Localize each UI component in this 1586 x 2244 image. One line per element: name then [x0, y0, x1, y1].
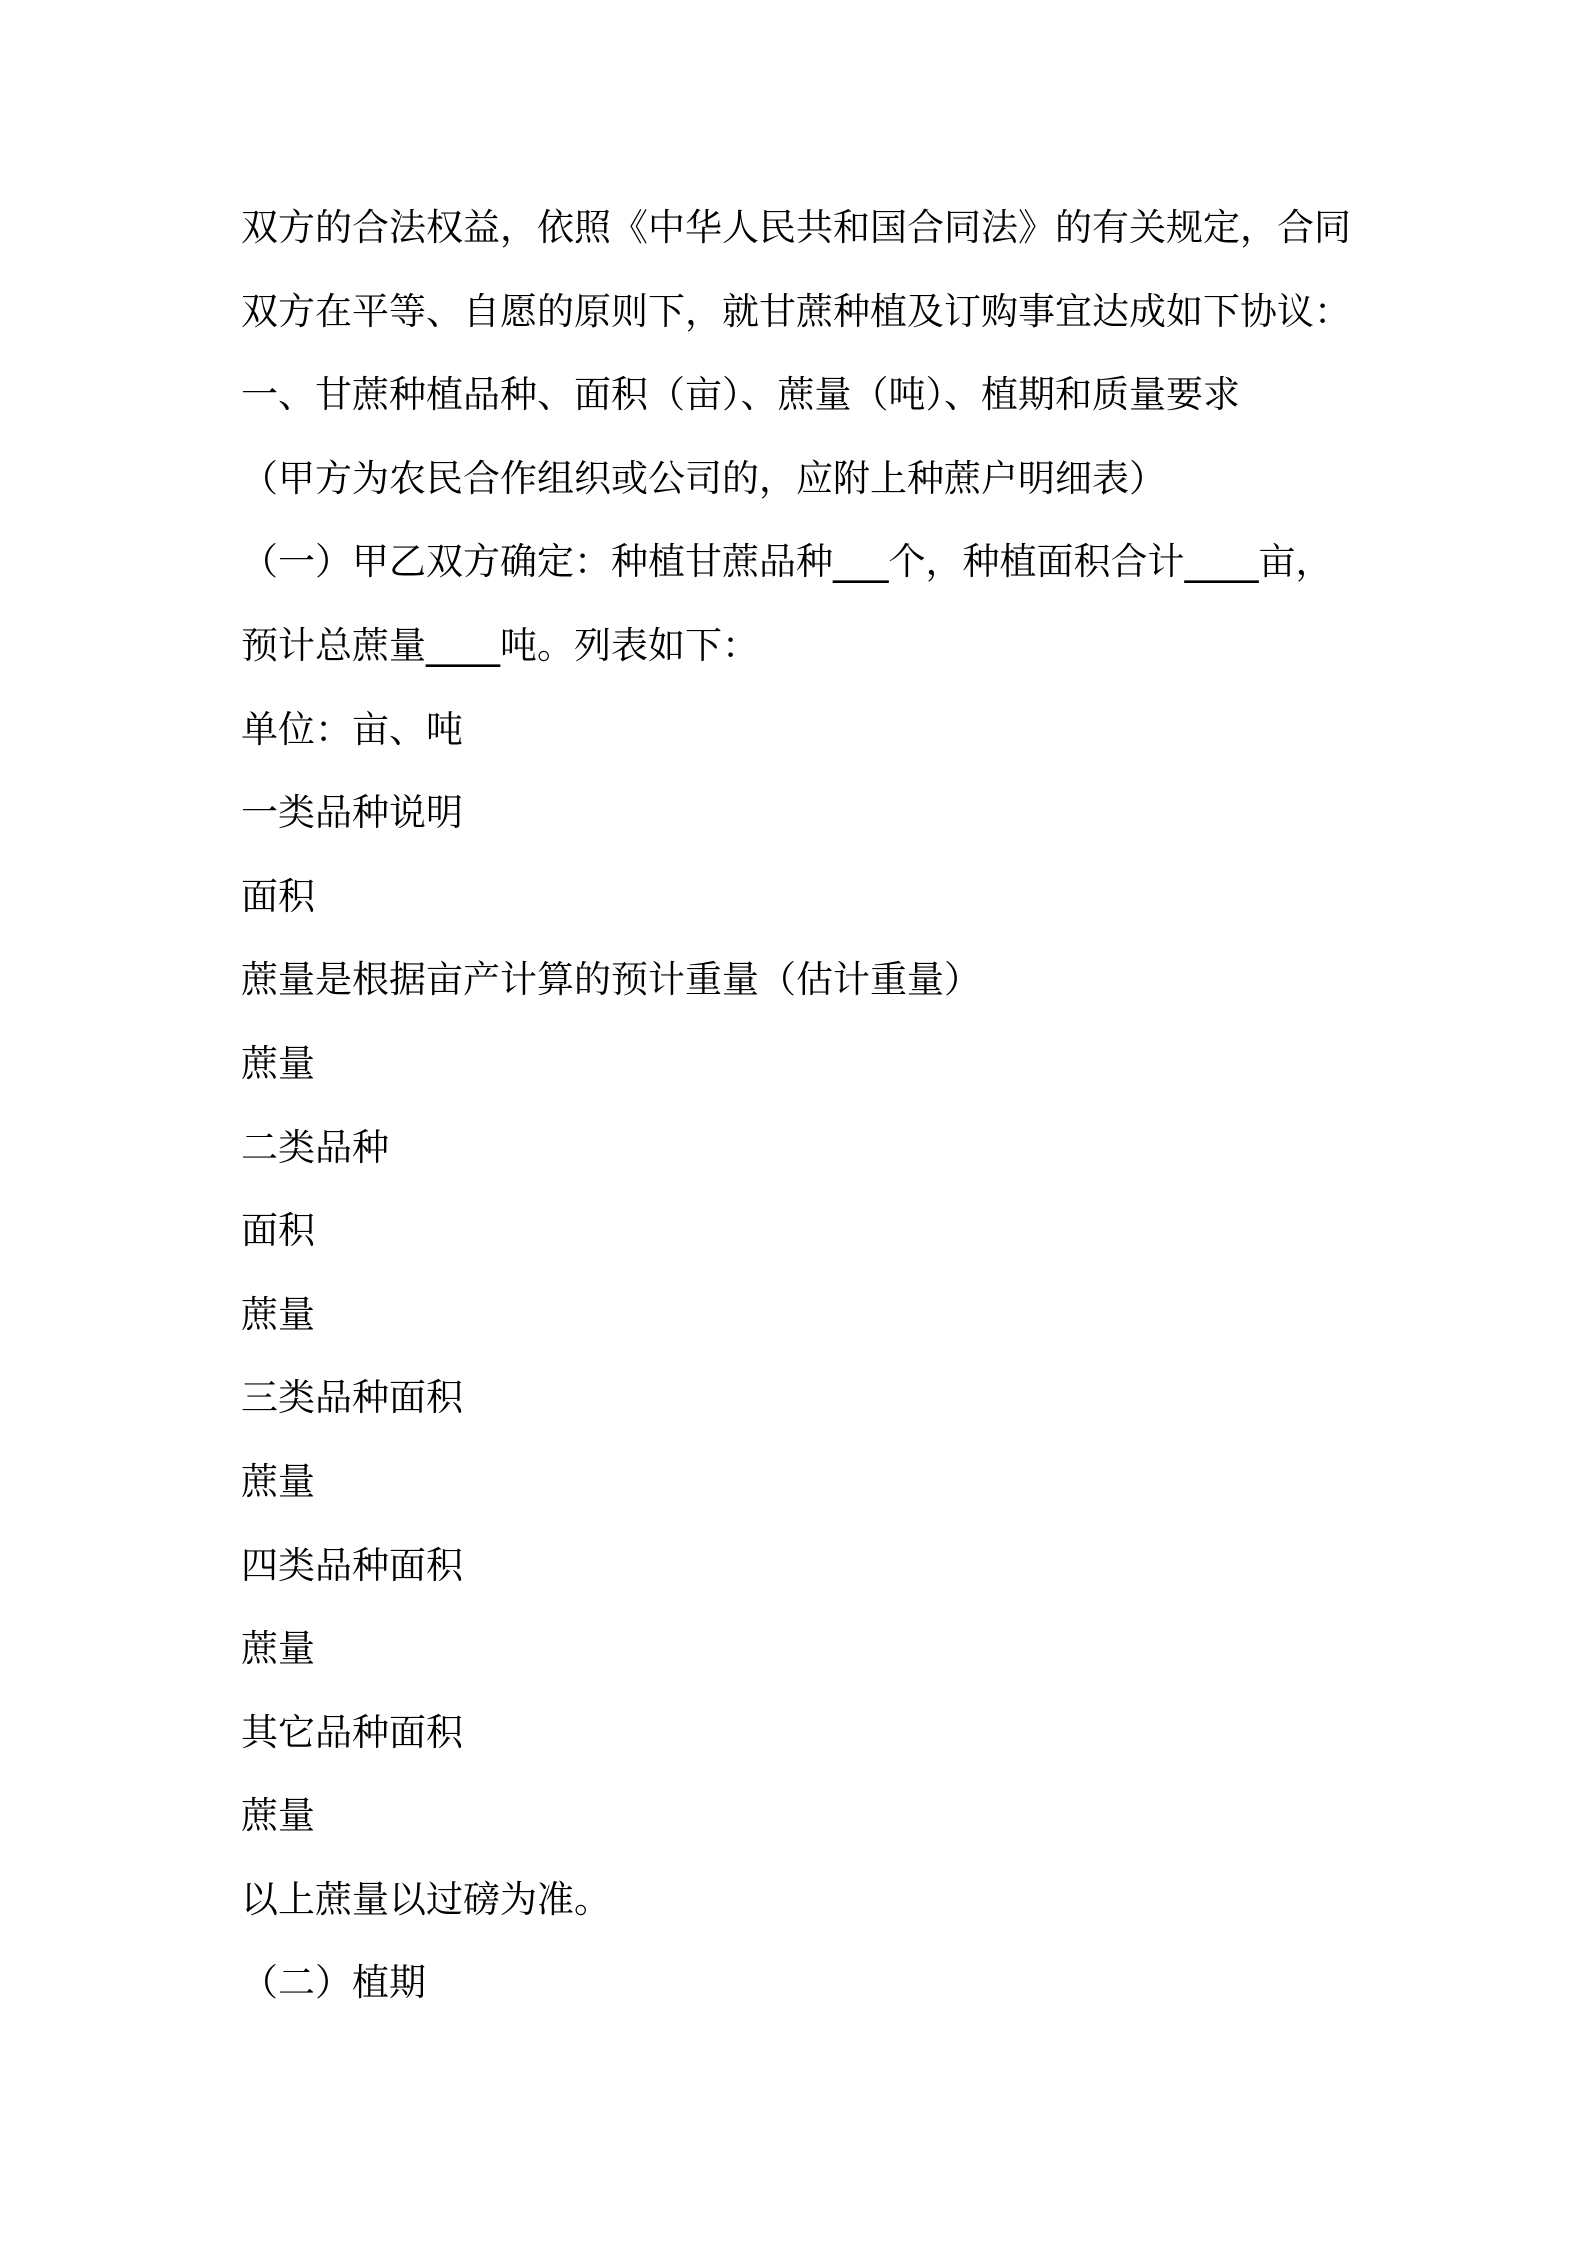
clause-line: （二）植期: [241, 1961, 426, 2005]
text-line: （甲方为农民合作组织或公司的，应附上种蔗户明细表）: [241, 456, 1166, 500]
list-item: 蔗量是根据亩产计算的预计重量（估计重量）: [241, 958, 981, 1002]
list-item: 其它品种面积: [241, 1710, 463, 1754]
text-line: 预计总蔗量____吨。列表如下：: [241, 623, 759, 667]
document-body: [241, 198, 1361, 2037]
text-line: 双方的合法权益，依照《中华人民共和国合同法》的有关规定，合同: [241, 206, 1351, 249]
list-item: 二类品种: [241, 1125, 389, 1169]
list-item: 蔗量: [241, 1041, 315, 1085]
list-item: 蔗量: [241, 1292, 315, 1336]
clause-line: （一）甲乙双方确定：种植甘蔗品种___个，种植面积合计____亩，: [241, 540, 1333, 584]
list-item: 蔗量: [241, 1627, 315, 1671]
unit-label: 单位：亩、吨: [241, 707, 463, 751]
list-item: 三类品种面积: [241, 1376, 463, 1420]
list-item: 蔗量: [241, 1794, 315, 1838]
section-heading: 一、甘蔗种植品种、面积（亩）、蔗量（吨）、植期和质量要求: [241, 373, 1240, 417]
list-item: 四类品种面积: [241, 1543, 463, 1587]
text-line: 双方在平等、自愿的原则下，就甘蔗种植及订购事宜达成如下协议：: [241, 289, 1351, 333]
list-item: 一类品种说明: [241, 791, 463, 835]
list-item: 蔗量: [241, 1459, 315, 1503]
list-item: 面积: [241, 874, 315, 918]
text-line: 以上蔗量以过磅为准。: [241, 1877, 611, 1921]
list-item: 面积: [241, 1209, 315, 1253]
